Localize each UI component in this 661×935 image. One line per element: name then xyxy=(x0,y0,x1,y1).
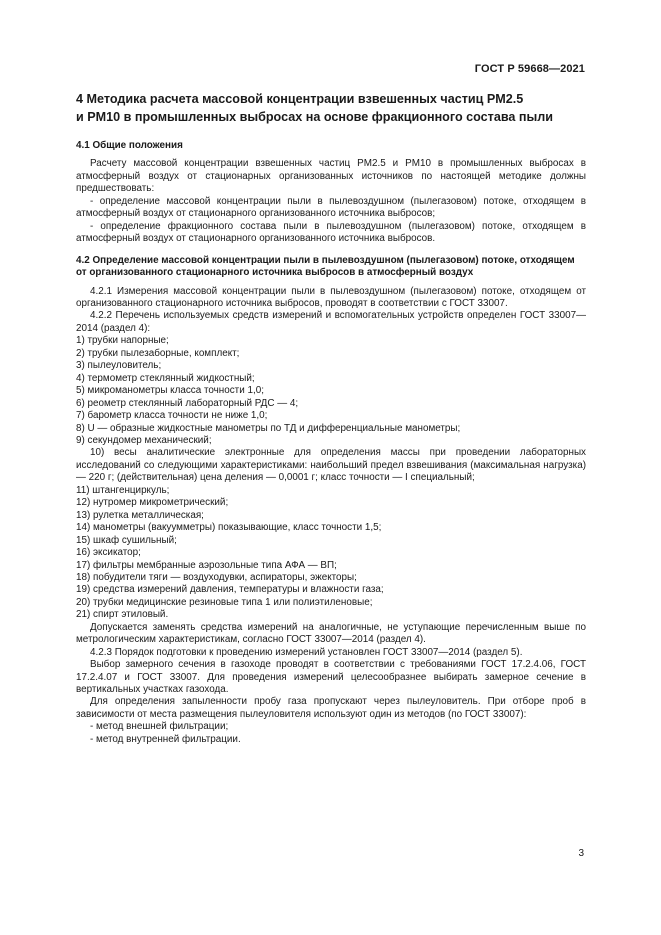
paragraph: Допускается заменять средства измерений на аналогичные, не уступающие перечисленным выше по метрологическим характеристикам, согласно ГОСТ 33007—2014 (раздел 4). xyxy=(76,621,586,646)
paragraph: Выбор замерного сечения в газоходе проводят в соответствии с требованиями ГОСТ 17.2.4.06, ГОСТ 17.2.4.07 и ГОСТ 33007. Для проведения измерений целесообразнее выбирать замерное сечение в вертикальных участках газохода. xyxy=(76,659,586,696)
list-item: 6) реометр стеклянный лабораторный РДС — 4; xyxy=(76,397,299,409)
list-item: 18) побудители тяги — воздуходувки, аспираторы, эжекторы; xyxy=(76,571,357,583)
paragraph: Для определения запыленности пробу газа пропускают через пылеуловитель. При отборе проб в зависимости от места размещения пылеуловителя используют один из методов (по ГОСТ 33007): xyxy=(76,696,586,720)
list-item: 19) средства измерений давления, температуры и влажности газа; xyxy=(76,584,384,596)
method-item: - метод внутренней фильтрации. xyxy=(90,733,241,745)
list-item: 3) пылеуловитель; xyxy=(76,360,162,372)
list-item: 5) микроманометры класса точности 1,0; xyxy=(76,385,264,397)
list-item: 4) термометр стеклянный жидкостный; xyxy=(76,372,255,384)
section-title-line-1: 4 Методика расчета массовой концентрации взвешенных частиц PM2.5 xyxy=(76,92,524,106)
equipment-list xyxy=(76,335,586,621)
list-item: 20) трубки медицинские резиновые типа 1 или полиэтиленовые; xyxy=(76,596,373,608)
subsection-heading-4-2: 4.2 Определение массовой концентрации пыли в пылевоздушном (пылегазовом) потоке, отходящем от организованного стационарного источника выбросов в атмосферный воздух xyxy=(76,254,575,279)
list-item: 7) барометр класса точности не ниже 1,0; xyxy=(76,410,268,422)
list-item: 15) шкаф сушильный; xyxy=(76,534,177,546)
list-item: 17) фильтры мембранные аэрозольные типа АФА — ВП; xyxy=(76,559,337,571)
list-item: 14) манометры (вакуумметры) показывающие, класс точности 1,5; xyxy=(76,522,382,534)
paragraph-4-2-3: 4.2.3 Порядок подготовки к проведению измерений установлен ГОСТ 33007—2014 (раздел 5). xyxy=(90,646,523,658)
list-item: 12) нутромер микрометрический; xyxy=(76,497,229,509)
list-item: 13) рулетка металлическая; xyxy=(76,509,204,521)
method-item: - метод внешней фильтрации; xyxy=(90,721,229,733)
page-number: 3 xyxy=(578,848,584,859)
paragraph: Расчету массовой концентрации взвешенных частиц PM2.5 и PM10 в промышленных выбросах в атмосферный воздух от стационарных организованных источников по настоящей методике должны предшествовать: xyxy=(76,158,586,195)
subsection-heading-4-1: 4.1 Общие положения xyxy=(76,140,183,151)
section-title-line-2: и PM10 в промышленных выбросах на основе фракционного состава пыли xyxy=(76,110,554,124)
paragraph: - определение фракционного состава пыли в пылевоздушном (пылегазовом) потоке, отходящем в атмосферный воздух от стационарного организованного источника выбросов. xyxy=(76,220,586,245)
paragraph: - определение массовой концентрации пыли в пылевоздушном (пылегазовом) потоке, отходящем в атмосферный воздух от стационарного организованного источника выбросов; xyxy=(76,195,586,220)
list-item: 8) U — образные жидкостные манометры по ТД и дифференциальные манометры; xyxy=(76,422,461,434)
list-item: 21) спирт этиловый. xyxy=(76,609,169,621)
list-item: 1) трубки напорные; xyxy=(76,335,169,347)
list-item: 2) трубки пылезаборные, комплект; xyxy=(76,347,240,359)
list-item: 9) секундомер механический; xyxy=(76,434,212,446)
list-item: 16) эксикатор; xyxy=(76,547,141,559)
section-title xyxy=(76,90,596,126)
document-body xyxy=(76,140,586,746)
paragraph-4-2-1: 4.2.1 Измерения массовой концентрации пыли в пылевоздушном (пылегазовом) потоке, отходящем от организованного стационарного источника выбросов, проводят в соответствии с ГОСТ 33007. xyxy=(76,285,586,309)
paragraph-4-2-2: 4.2.2 Перечень используемых средств измерений и вспомогательных устройств определен ГОСТ 33007—2014 (раздел 4): xyxy=(76,310,586,334)
standard-number: ГОСТ Р 59668—2021 xyxy=(474,63,585,75)
list-item: 10) весы аналитические электронные для определения массы при проведении лабораторных исследований со следующими характеристиками: наибольший предел взвешивания (максимальная нагрузка) — 220 г; (действительная) цена деления — 0,0001 г; класс точности — I специальный; xyxy=(76,447,586,484)
list-item: 11) штангенциркуль; xyxy=(76,484,170,496)
